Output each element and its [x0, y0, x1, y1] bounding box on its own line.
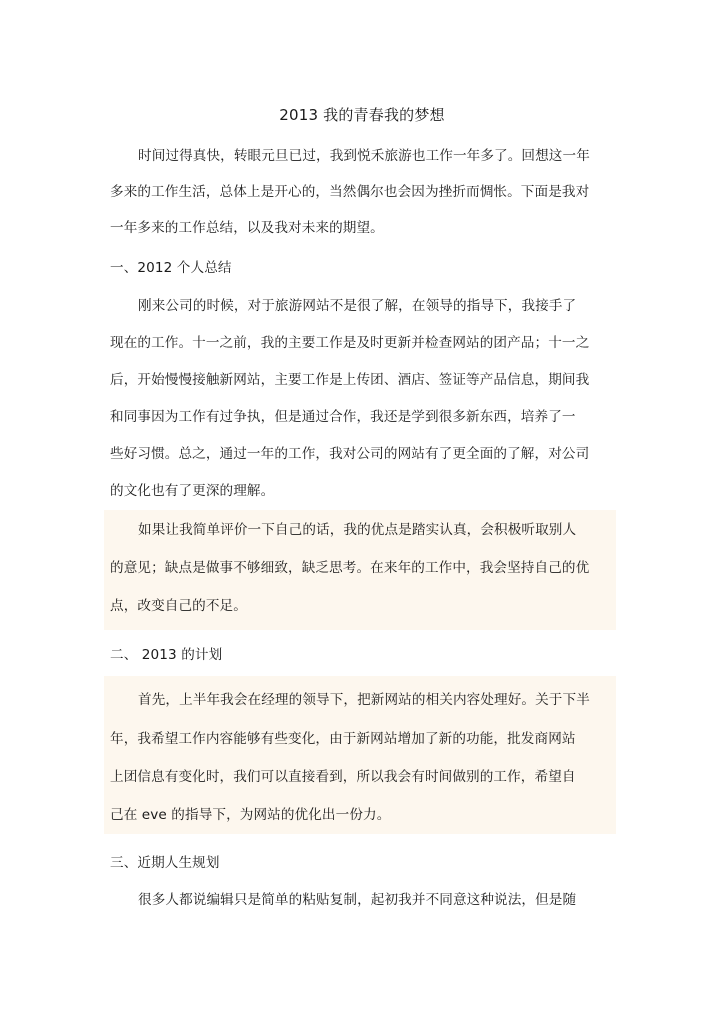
document-title: 2013 我的青春我的梦想 — [279, 106, 445, 124]
section1-para1-line: 些好习惯。总之，通过一年的工作，我对公司的网站有了更全面的了解，对公司 — [110, 446, 590, 462]
section1-para1-line: 现在的工作。十一之前，我的主要工作是及时更新并检查网站的团产品；十一之 — [110, 335, 590, 351]
section2-para-line: 上团信息有变化时，我们可以直接看到，所以我会有时间做别的工作，希望自 — [110, 769, 576, 785]
section-heading-2: 二、 2013 的计划 — [110, 647, 223, 663]
section2-para-line: 己在 eve 的指导下，为网站的优化出一份力。 — [110, 807, 391, 823]
section1-para2-line: 点，改变自己的不足。 — [110, 598, 247, 614]
section1-para2-line: 的意见；缺点是做事不够细致，缺乏思考。在来年的工作中，我会坚持自己的优 — [110, 560, 590, 576]
section1-para1-line: 后，开始慢慢接触新网站，主要工作是上传团、酒店、签证等产品信息，期间我 — [110, 372, 590, 388]
intro-line: 时间过得真快，转眼元旦已过，我到悦禾旅游也工作一年多了。回想这一年 — [138, 148, 590, 164]
section1-para1-line: 和同事因为工作有过争执，但是通过合作，我还是学到很多新东西，培养了一 — [110, 409, 576, 425]
section-heading-3: 三、近期人生规划 — [110, 855, 220, 871]
section2-para-line: 年，我希望工作内容能够有些变化，由于新网站增加了新的功能，批发商网站 — [110, 731, 576, 747]
section1-para2-line: 如果让我简单评价一下自己的话，我的优点是踏实认真，会积极听取别人 — [138, 522, 577, 538]
section1-para1-line: 刚来公司的时候，对于旅游网站不是很了解，在领导的指导下，我接手了 — [138, 298, 577, 314]
intro-line: 一年多来的工作总结，以及我对未来的期望。 — [110, 220, 384, 236]
section2-para-line: 首先，上半年我会在经理的领导下，把新网站的相关内容处理好。关于下半 — [138, 692, 590, 708]
section1-para1-line: 的文化也有了更深的理解。 — [110, 483, 275, 499]
section-heading-1: 一、2012 个人总结 — [110, 260, 232, 276]
intro-line: 多来的工作生活，总体上是开心的，当然偶尔也会因为挫折而惆怅。下面是我对 — [110, 184, 590, 200]
section3-para-line: 很多人都说编辑只是简单的粘贴复制，起初我并不同意这种说法，但是随 — [138, 892, 577, 908]
